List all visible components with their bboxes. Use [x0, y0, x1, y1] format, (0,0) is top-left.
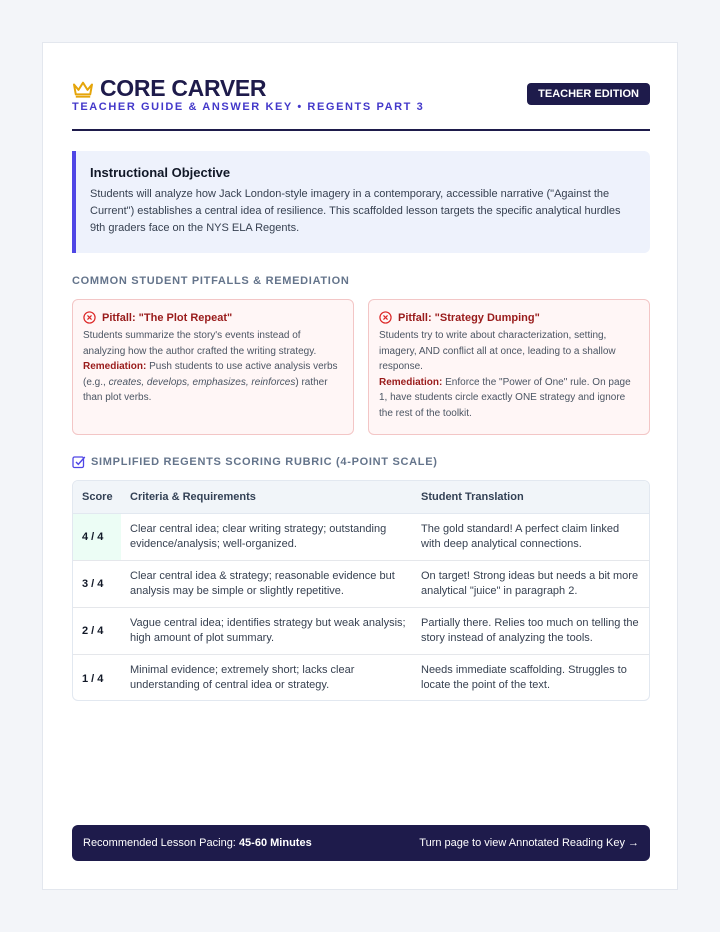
score-cell: 2 / 4	[82, 625, 104, 637]
table-row	[73, 655, 649, 701]
table-row	[73, 608, 649, 655]
objective-title: Instructional Objective	[90, 165, 231, 180]
translation-cell: On target! Strong ideas but needs a bit more analytical "juice" in paragraph 2.	[421, 570, 639, 597]
remediation-verbs: creates, develops, emphasizes, reinforces	[108, 376, 296, 388]
page-header	[72, 73, 650, 131]
rubric-heading: SIMPLIFIED REGENTS SCORING RUBRIC (4-POINT SCALE)	[91, 456, 438, 468]
pitfall-description: Students try to write about characterization, setting, imagery, AND conflict all at once, leading to a shallow response. Remediation: Enforce the "Power of One" rule. On page 1, have students circle exactly ONE strategy and ignore the rest of the toolkit.	[379, 330, 631, 419]
table-header	[73, 481, 649, 514]
pitfall-card-plot-repeat	[72, 299, 354, 435]
pitfalls-heading: COMMON STUDENT PITFALLS & REMEDIATION	[72, 275, 350, 287]
column-header-criteria: Criteria & Requirements	[130, 491, 256, 503]
remediation-label: Remediation:	[83, 361, 147, 373]
teacher-guide-page	[42, 42, 678, 890]
table-row	[73, 561, 649, 608]
pacing-footer-bar	[72, 825, 650, 861]
brand-subtitle: TEACHER GUIDE & ANSWER KEY • REGENTS PART 3	[72, 101, 425, 113]
checkbox-icon	[72, 455, 86, 469]
pitfall-description: Students summarize the story's events instead of analyzing how the author crafted the writing strategy. Remediation: Push students to use active analysis verbs (e.g., creates, develops, emphasizes, reinforces) rather than plot verbs.	[83, 330, 338, 404]
x-circle-icon	[379, 311, 392, 324]
instructional-objective-callout	[72, 151, 650, 253]
pitfall-title: Pitfall: "The Plot Repeat"	[102, 311, 233, 324]
criteria-cell: Clear central idea & strategy; reasonable evidence but analysis may be simple or slightly repetitive.	[130, 570, 395, 597]
criteria-cell: Clear central idea; clear writing strategy; outstanding evidence/analysis; well-organized.	[130, 523, 387, 550]
criteria-cell: Vague central idea; identifies strategy but weak analysis; high amount of plot summary.	[130, 617, 406, 644]
criteria-cell: Minimal evidence; extremely short; lacks clear understanding of central idea or strategy.	[130, 664, 355, 691]
scoring-rubric-table	[72, 480, 650, 701]
pitfall-card-strategy-dumping	[368, 299, 650, 435]
objective-body: Students will analyze how Jack London-style imagery in a contemporary, accessible narrative ("Against the Current") establishes a central idea of resilience. This scaffolded lesson targets the specific analytical hurdles 9th graders face on the NYS ELA Regents.	[90, 188, 621, 234]
brand	[72, 75, 266, 102]
pacing-value: 45-60 Minutes	[238, 837, 312, 849]
translation-cell: Partially there. Relies too much on telling the story instead of analyzing the tools.	[421, 617, 639, 644]
translation-cell: Needs immediate scaffolding. Struggles to locate the point of the text.	[421, 664, 627, 691]
next-page-link[interactable]: Turn page to view Annotated Reading Key →	[419, 837, 639, 849]
pitfall-title: Pitfall: "Strategy Dumping"	[398, 311, 540, 324]
brand-title: CORE CARVER	[100, 75, 267, 101]
remediation-label: Remediation:	[379, 376, 443, 388]
table-row	[73, 514, 649, 561]
x-circle-icon	[83, 311, 96, 324]
score-cell: 3 / 4	[82, 578, 104, 590]
column-header-score: Score	[82, 491, 113, 503]
column-header-translation: Student Translation	[421, 491, 524, 503]
score-cell: 1 / 4	[82, 672, 104, 685]
rubric-heading-row	[72, 455, 438, 469]
crown-icon	[72, 80, 94, 98]
score-cell: 4 / 4	[73, 514, 121, 560]
lesson-pacing: Recommended Lesson Pacing: 45-60 Minutes	[83, 837, 312, 849]
translation-cell: The gold standard! A perfect claim linked with deep analytical connections.	[421, 523, 620, 550]
edition-badge: TEACHER EDITION	[527, 83, 650, 105]
